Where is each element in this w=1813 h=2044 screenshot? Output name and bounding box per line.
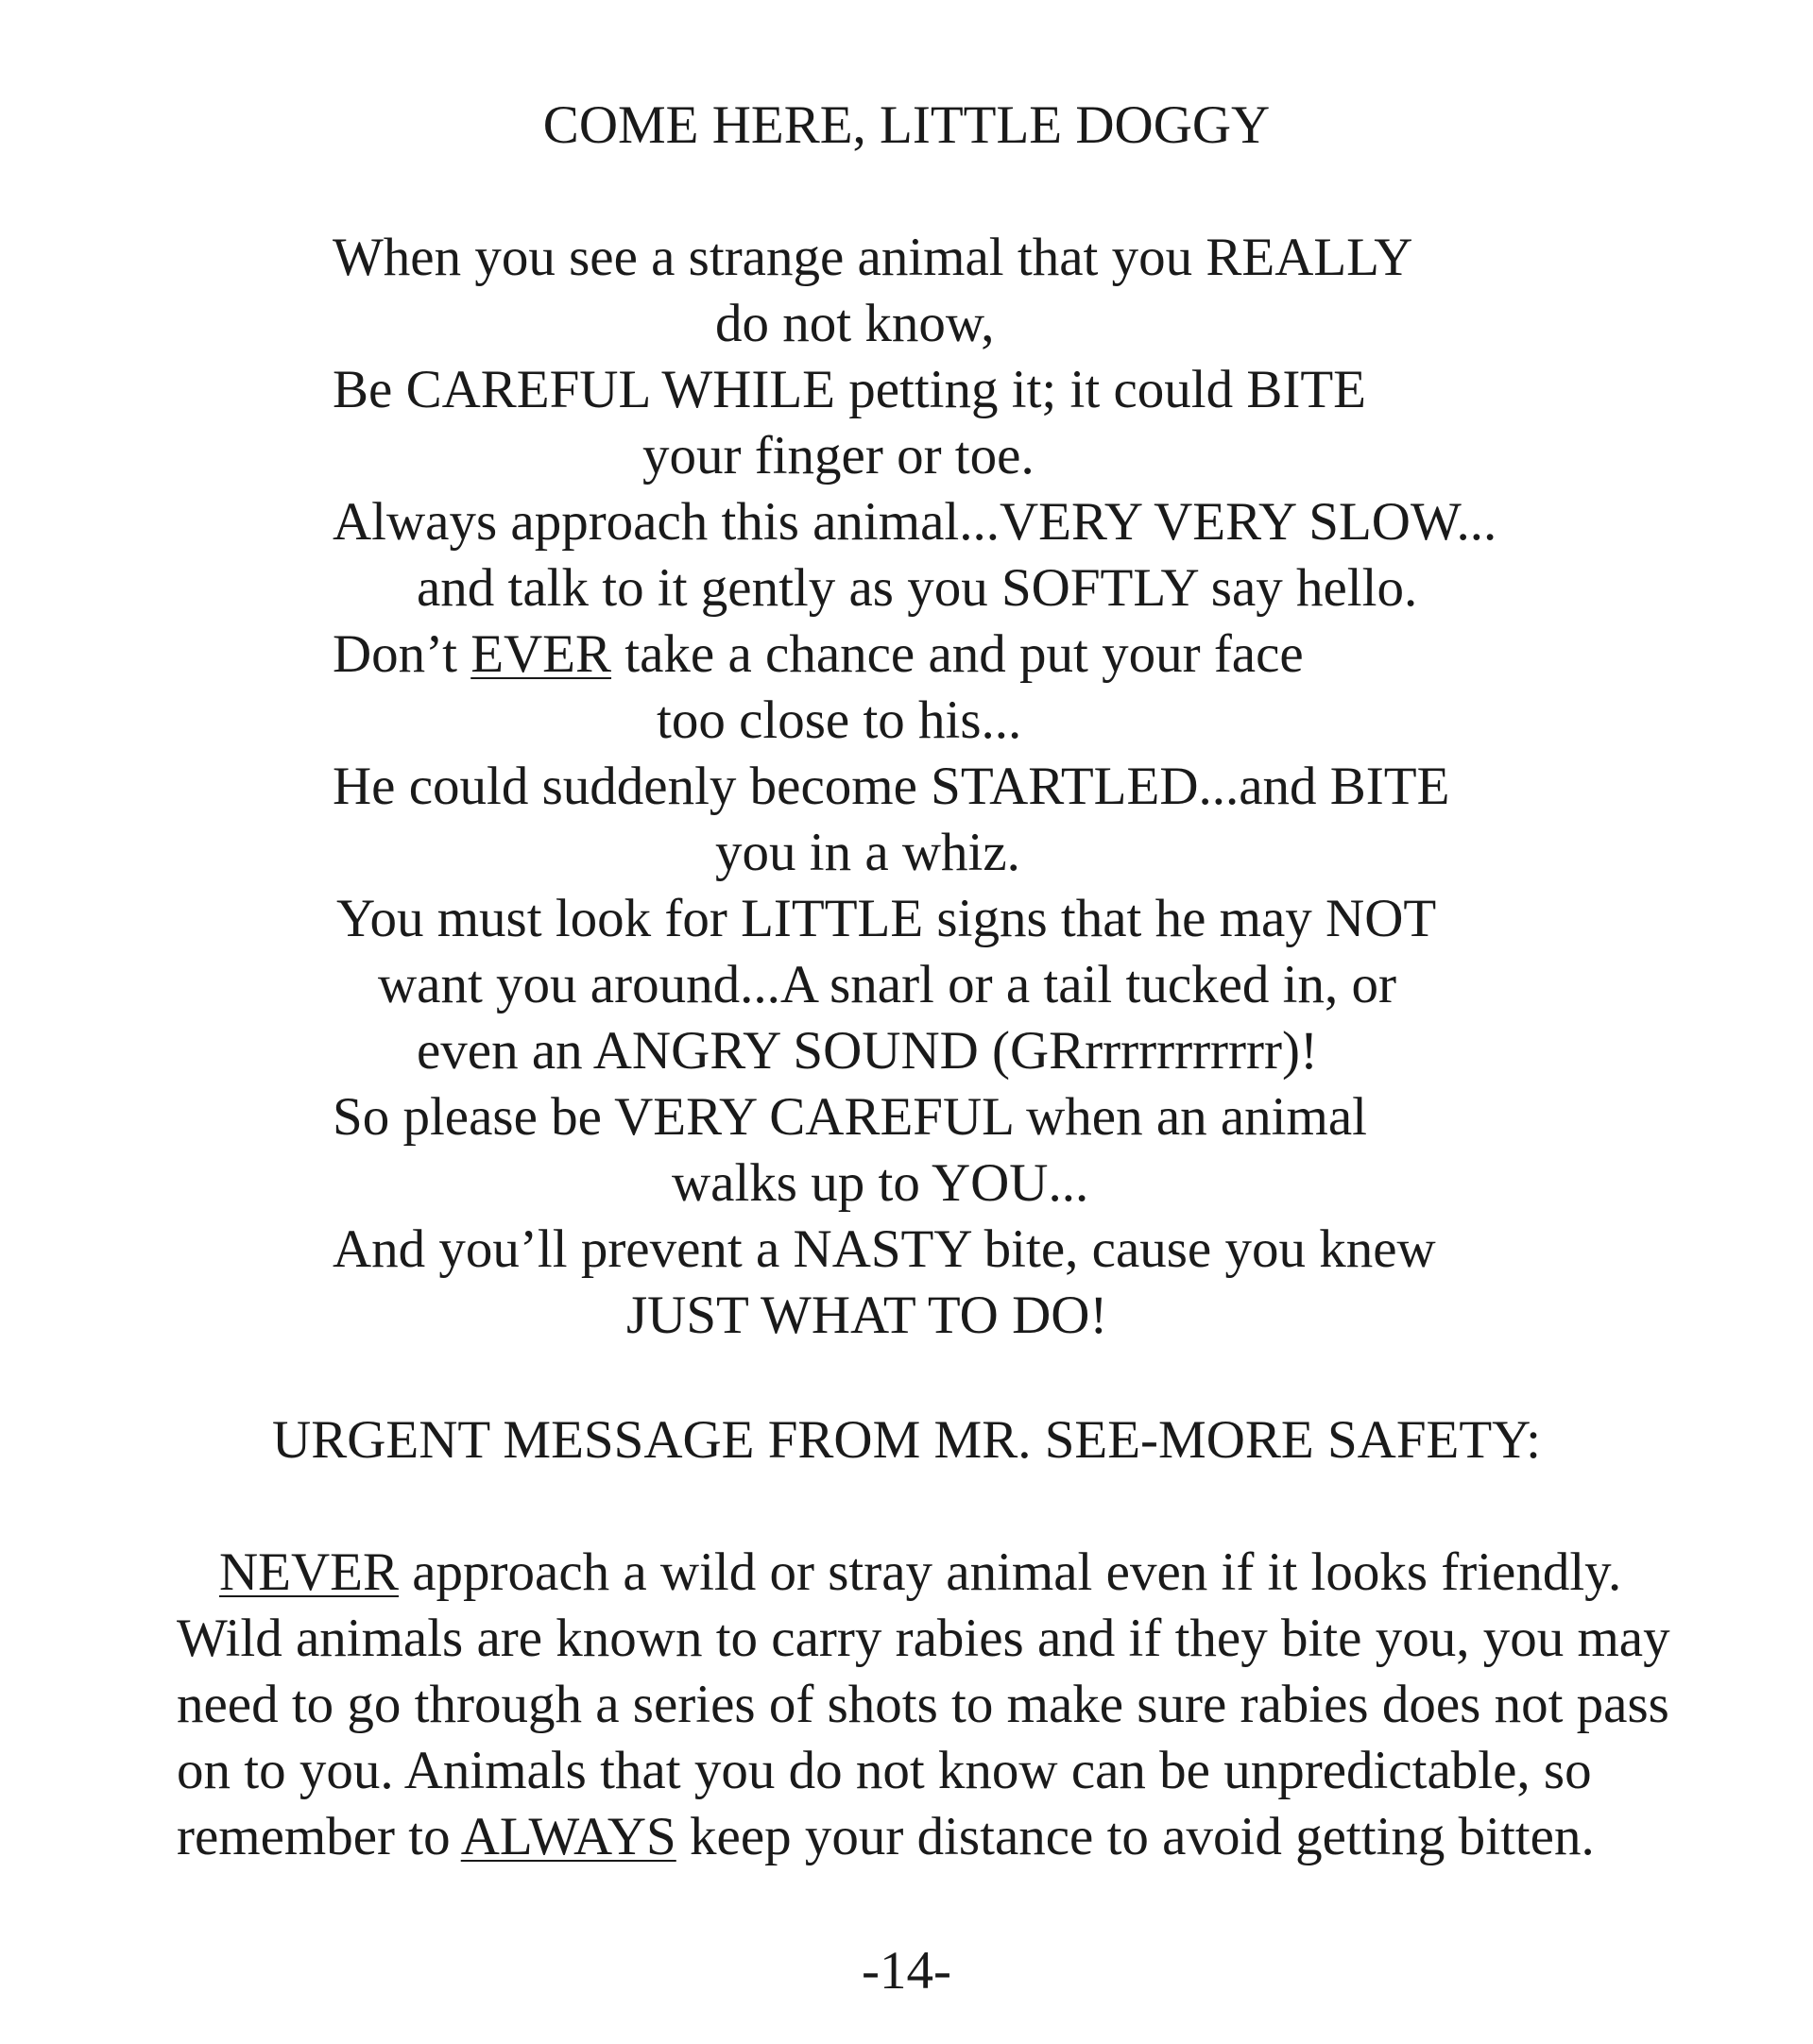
message-line: Wild animals are known to carry rabies and if they bite you, you may [177, 1609, 1670, 1668]
poem-line: and talk to it gently as you SOFTLY say hello. [417, 558, 1418, 618]
message-heading: URGENT MESSAGE FROM MR. SEE-MORE SAFETY: [272, 1410, 1541, 1470]
emphasis-underline: EVER [470, 624, 612, 684]
emphasis-underline: ALWAYS [460, 1807, 676, 1866]
poem-line: walks up to YOU... [672, 1153, 1089, 1213]
message-line [177, 1804, 1688, 1870]
message-line [177, 1540, 1688, 1606]
poem-line: He could suddenly become STARTLED...and BITE [333, 757, 1450, 816]
poem-text: Don’t [333, 624, 471, 684]
message-line: need to go through a series of shots to make sure rabies does not pass [177, 1675, 1669, 1734]
page-number: -14- [862, 1941, 951, 2001]
poem-line: you in a whiz. [715, 823, 1020, 882]
poem-line: When you see a strange animal that you REALLY [333, 228, 1413, 287]
poem-line: do not know, [715, 294, 995, 353]
poem-line: your finger or toe. [642, 426, 1035, 485]
poem-line: too close to his... [657, 690, 1022, 750]
poem-line: even an ANGRY SOUND (GRrrrrrrrrrrr)! [417, 1021, 1318, 1081]
poem-line: want you around...A snarl or a tail tucked in, or [378, 955, 1396, 1014]
poem-line [333, 622, 1304, 688]
poem-text: take a chance and put your face [611, 624, 1304, 684]
poem-title: COME HERE, LITTLE DOGGY [542, 95, 1271, 155]
safety-message [177, 1540, 1688, 1870]
poem-line: Always approach this animal...VERY VERY SLOW... [333, 492, 1497, 552]
poem-line: And you’ll prevent a NASTY bite, cause you knew [333, 1219, 1436, 1279]
poem-line: Be CAREFUL WHILE petting it; it could BITE [333, 360, 1366, 419]
poem-line: So please be VERY CAREFUL when an animal [333, 1087, 1367, 1147]
emphasis-underline: NEVER [219, 1542, 399, 1602]
message-text: remember to [177, 1807, 461, 1866]
poem-line: You must look for LITTLE signs that he may NOT [336, 889, 1437, 948]
message-text: keep your distance to avoid getting bitten. [676, 1807, 1595, 1866]
message-text: approach a wild or stray animal even if it looks friendly. [398, 1542, 1622, 1602]
message-line: on to you. Animals that you do not know can be unpredictable, so [177, 1741, 1592, 1800]
poem-line: JUST WHAT TO DO! [626, 1286, 1108, 1345]
